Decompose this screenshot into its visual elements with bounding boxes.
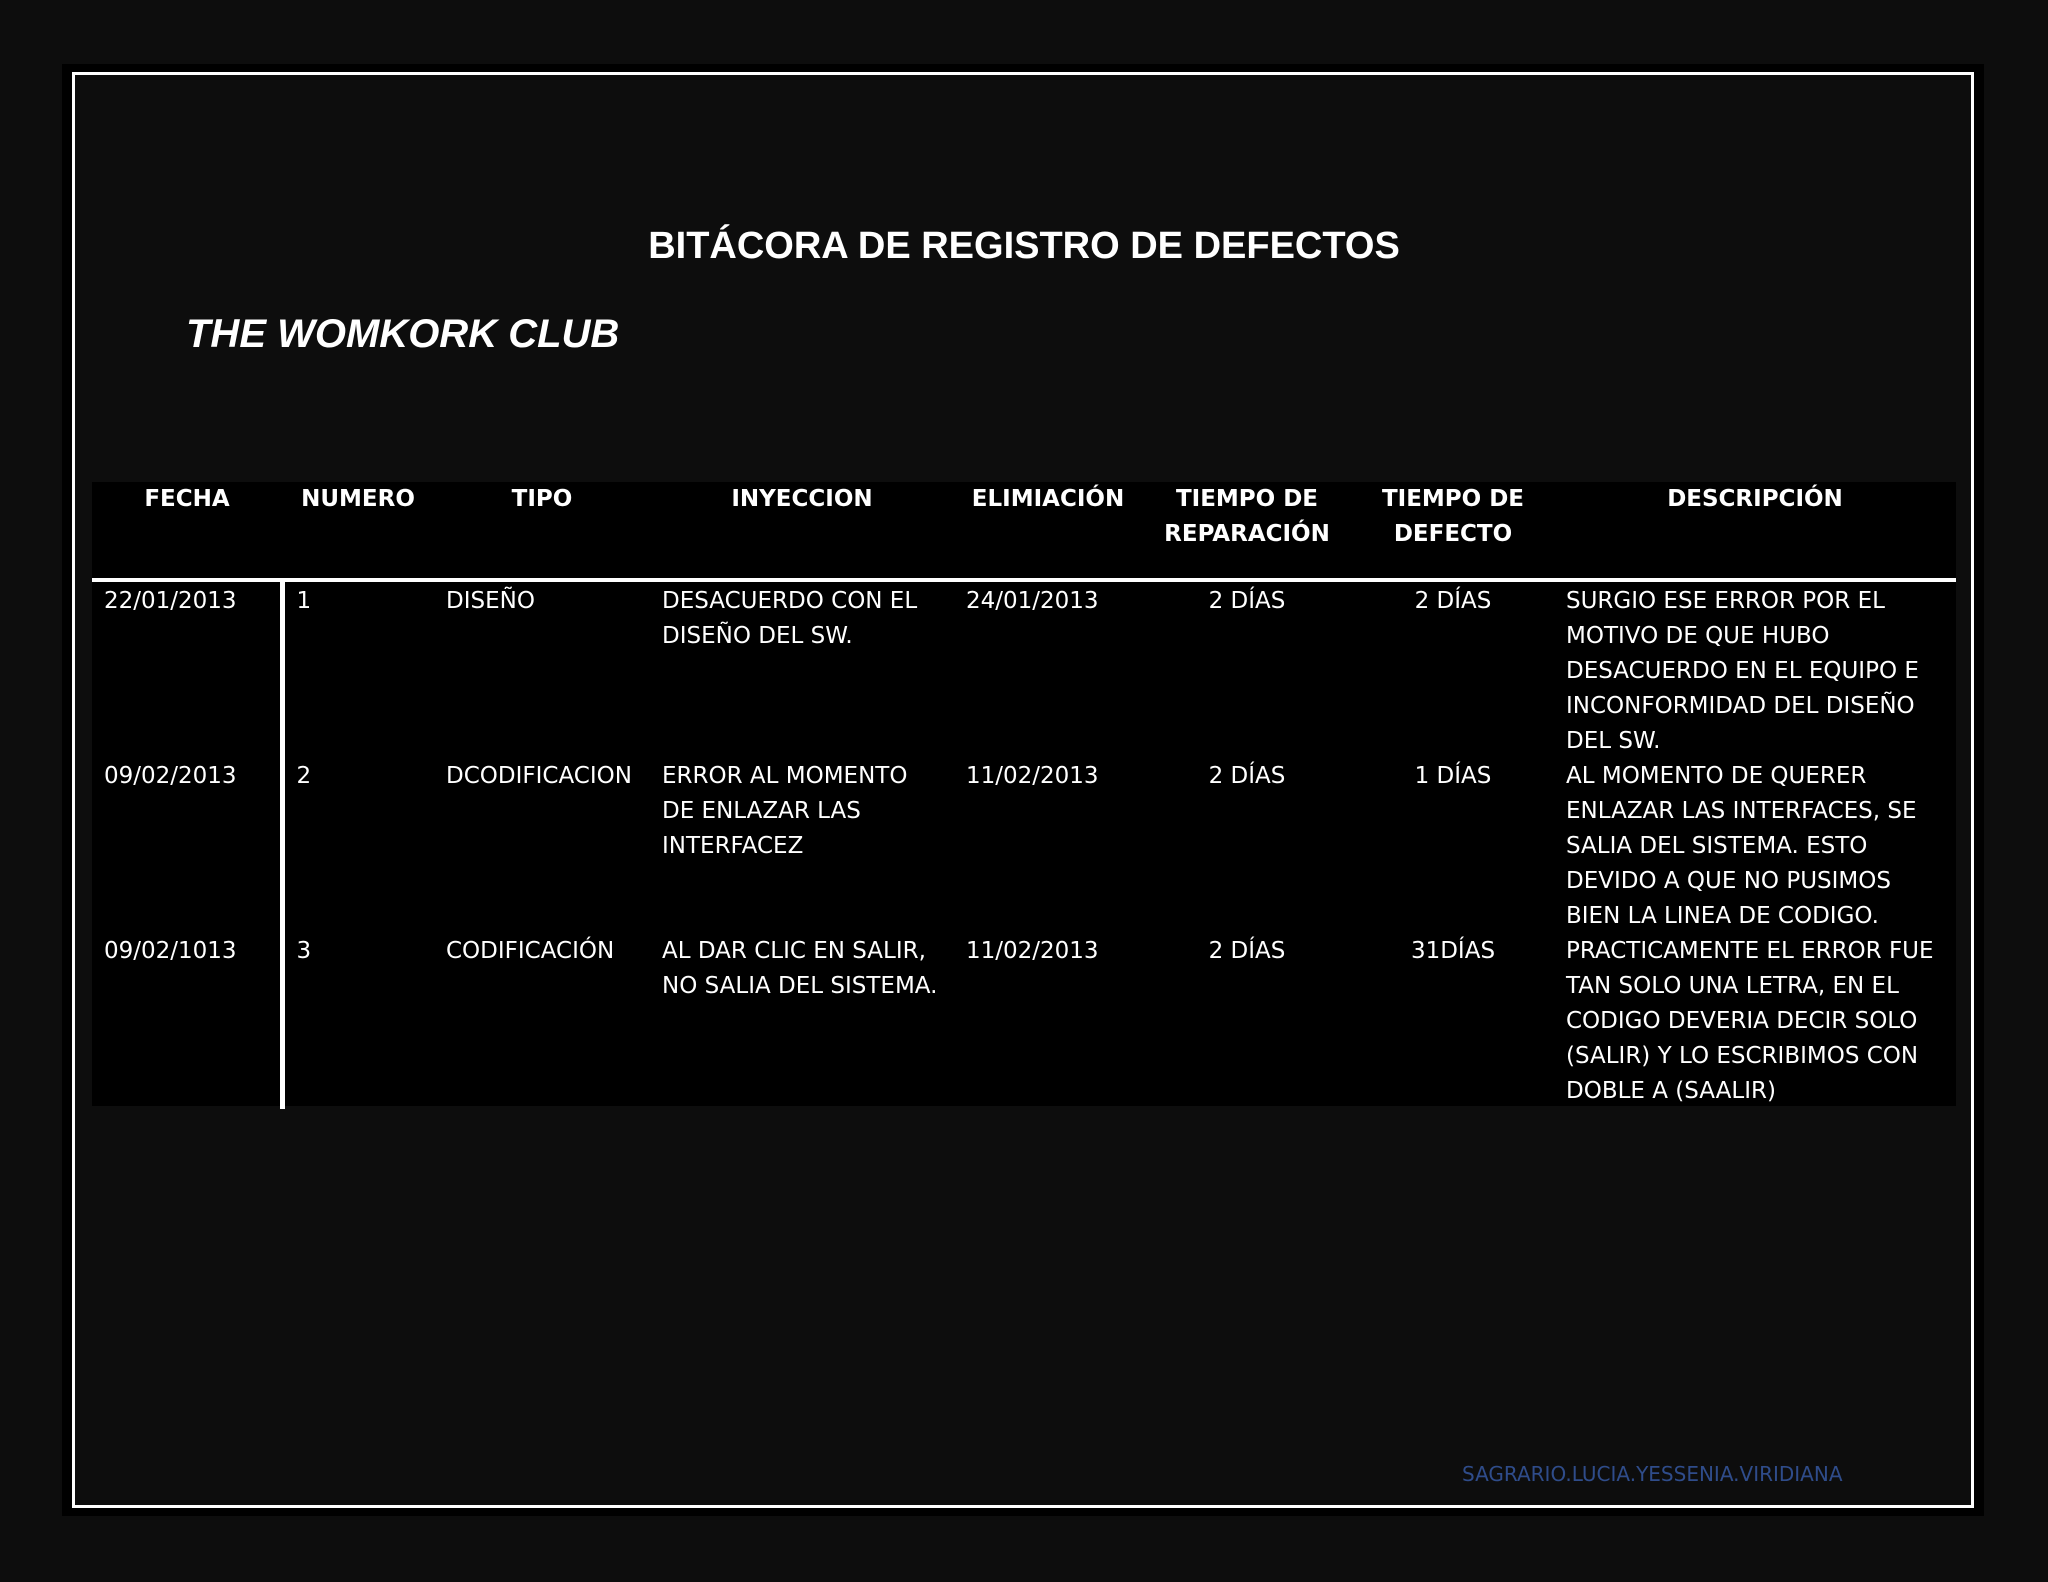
table-row <box>92 580 1956 759</box>
cell-tipo: DCODIFICACION <box>446 763 632 789</box>
cell-fecha: 09/02/2013 <box>92 759 282 934</box>
cell-numero: 1 <box>296 588 312 614</box>
document-title: BITÁCORA DE REGISTRO DE DEFECTOS <box>648 225 1400 267</box>
cell-numero: 2 <box>296 763 312 789</box>
table-row <box>92 934 1956 1109</box>
table-row <box>92 759 1956 934</box>
cell-numero: 3 <box>296 938 312 964</box>
header-tiempo-defecto: TIEMPO DE DEFECTO <box>1352 482 1554 580</box>
cell-eliminacion: 11/02/2013 <box>966 763 1099 789</box>
cell-tipo: CODIFICACIÓN <box>446 938 615 964</box>
cell-eliminacion: 11/02/2013 <box>966 938 1099 964</box>
cell-fecha: 09/02/1013 <box>92 934 282 1109</box>
cell-tiempo-defecto: 2 DÍAS <box>1414 588 1492 614</box>
table-header-row <box>92 482 1956 580</box>
header-descripcion: DESCRIPCIÓN <box>1554 482 1956 580</box>
cell-descripcion: SURGIO ESE ERROR POR EL MOTIVO DE QUE HUBO DESACUERDO EN EL EQUIPO E INCONFORMIDAD DEL DISEÑO DEL SW. <box>1566 588 1919 754</box>
cell-inyeccion: DESACUERDO CON EL DISEÑO DEL SW. <box>662 588 918 649</box>
cell-inyeccion: ERROR AL MOMENTO DE ENLAZAR LAS INTERFACEZ <box>662 763 908 859</box>
header-numero: NUMERO <box>282 482 434 580</box>
defect-log-table <box>92 482 1956 1109</box>
cell-tiempo-defecto: 1 DÍAS <box>1414 763 1492 789</box>
header-inyeccion: INYECCION <box>650 482 954 580</box>
cell-tiempo-reparacion: 2 DÍAS <box>1208 938 1286 964</box>
cell-tiempo-reparacion: 2 DÍAS <box>1208 763 1286 789</box>
cell-eliminacion: 24/01/2013 <box>966 588 1099 614</box>
header-tiempo-reparacion: TIEMPO DE REPARACIÓN <box>1142 482 1352 580</box>
header-tipo: TIPO <box>434 482 650 580</box>
header-fecha: FECHA <box>92 482 282 580</box>
cell-inyeccion: AL DAR CLIC EN SALIR, NO SALIA DEL SISTEMA. <box>662 938 938 999</box>
header-eliminacion: ELIMIACIÓN <box>954 482 1142 580</box>
defect-log-table-container <box>92 482 1956 1106</box>
cell-tiempo-defecto: 31DÍAS <box>1410 938 1496 964</box>
footer-credit: SAGRARIO.LUCIA.YESSENIA.VIRIDIANA <box>1462 1462 1843 1486</box>
club-name: THE WOMKORK CLUB <box>186 312 620 356</box>
cell-descripcion: PRACTICAMENTE EL ERROR FUE TAN SOLO UNA LETRA, EN EL CODIGO DEVERIA DECIR SOLO (SALIR) Y LO ESCRIBIMOS CON DOBLE A (SAALIR) <box>1566 938 1934 1104</box>
cell-tipo: DISEÑO <box>446 588 535 614</box>
cell-descripcion: AL MOMENTO DE QUERER ENLAZAR LAS INTERFACES, SE SALIA DEL SISTEMA. ESTO DEVIDO A QUE NO PUSIMOS BIEN LA LINEA DE CODIGO. <box>1566 763 1917 929</box>
cell-tiempo-reparacion: 2 DÍAS <box>1208 588 1286 614</box>
cell-fecha: 22/01/2013 <box>92 580 282 759</box>
